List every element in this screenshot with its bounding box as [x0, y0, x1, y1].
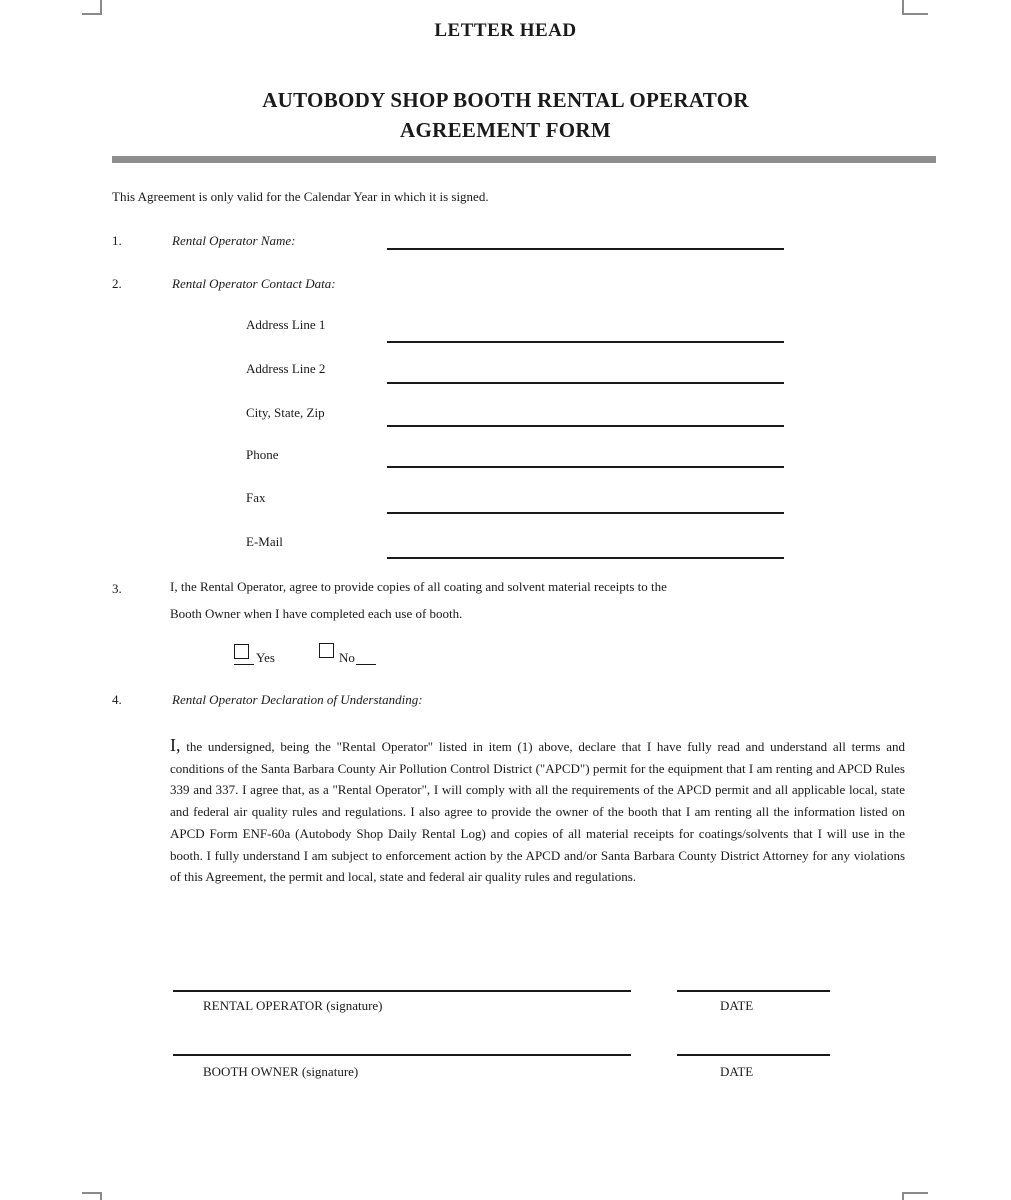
yes-label: Yes — [256, 650, 275, 665]
crop-mark-bottom-right — [902, 1192, 904, 1200]
item-3-text-line1: I, the Rental Operator, agree to provide copies of all coating and solvent material receipts to the — [170, 579, 667, 594]
item-2-number: 2. — [112, 276, 122, 291]
address-line-1-field[interactable] — [387, 341, 784, 343]
form-title-line1: AUTOBODY SHOP BOOTH RENTAL OPERATOR — [262, 88, 749, 112]
letterhead: LETTER HEAD — [434, 20, 577, 41]
no-checkbox[interactable] — [319, 643, 334, 658]
crop-mark-top-left — [82, 13, 102, 15]
declaration-paragraph: I, the undersigned, being the "Rental Operator" listed in item (1) above, declare that I have fully read and understand all terms and conditions of the Santa Barbara County Air Pollution Control District ("APCD") permit for the equipment that I am renting and APCD Rules 339 and 337. I agree that, as a "Rental Operator", I will comply with all the requirements of the APCD permit and all applicable local, state and federal air quality rules and regulations. I also agree to provide the owner of the booth that I am renting all the information listed on APCD Form ENF-60a (Autobody Shop Daily Rental Log) and copies of all material receipts for coatings/solvents that I will use in the booth. I fully understand I am subject to enforcement action by the APCD and/or Santa Barbara County District Attorney for any violations of this Agreement, the permit and local, state and federal air quality rules and regulations. — [170, 735, 905, 885]
no-underline — [356, 664, 376, 665]
item-1-label: Rental Operator Name: — [172, 233, 296, 248]
owner-date-line[interactable] — [677, 1054, 830, 1056]
item-4-number: 4. — [112, 692, 122, 707]
intro-text: This Agreement is only valid for the Calendar Year in which it is signed. — [112, 189, 489, 204]
item-1-number: 1. — [112, 233, 122, 248]
operator-date-label: DATE — [720, 998, 754, 1013]
fax-label: Fax — [246, 490, 266, 505]
crop-mark-top-right — [902, 13, 928, 15]
crop-mark-bottom-left — [100, 1192, 102, 1200]
form-title-line2: AGREEMENT FORM — [400, 118, 611, 142]
operator-signature-label: RENTAL OPERATOR (signature) — [203, 998, 383, 1013]
owner-signature-line[interactable] — [173, 1054, 631, 1056]
address-line-2-label: Address Line 2 — [246, 361, 326, 376]
fax-field[interactable] — [387, 512, 784, 514]
title-divider — [112, 156, 936, 163]
city-state-zip-label: City, State, Zip — [246, 405, 325, 420]
item-3-number: 3. — [112, 581, 122, 596]
operator-date-line[interactable] — [677, 990, 830, 992]
crop-mark-bottom-right — [902, 1192, 928, 1194]
owner-date-label: DATE — [720, 1064, 754, 1079]
item-3-text-line2: Booth Owner when I have completed each use of booth. — [170, 606, 463, 621]
item-4-label: Rental Operator Declaration of Understanding: — [172, 692, 423, 707]
email-field[interactable] — [387, 557, 784, 559]
email-label: E-Mail — [246, 534, 283, 549]
phone-label: Phone — [246, 447, 279, 462]
city-state-zip-field[interactable] — [387, 425, 784, 427]
crop-mark-bottom-left — [82, 1192, 102, 1194]
yes-underline — [234, 664, 254, 665]
operator-name-field[interactable] — [387, 248, 784, 250]
crop-mark-top-right — [902, 0, 904, 14]
phone-field[interactable] — [387, 466, 784, 468]
no-label: No — [339, 650, 355, 665]
yes-checkbox[interactable] — [234, 644, 249, 659]
crop-mark-top-left — [100, 0, 102, 14]
operator-signature-line[interactable] — [173, 990, 631, 992]
item-2-label: Rental Operator Contact Data: — [172, 276, 336, 291]
owner-signature-label: BOOTH OWNER (signature) — [203, 1064, 359, 1079]
address-line-1-label: Address Line 1 — [246, 317, 326, 332]
address-line-2-field[interactable] — [387, 382, 784, 384]
